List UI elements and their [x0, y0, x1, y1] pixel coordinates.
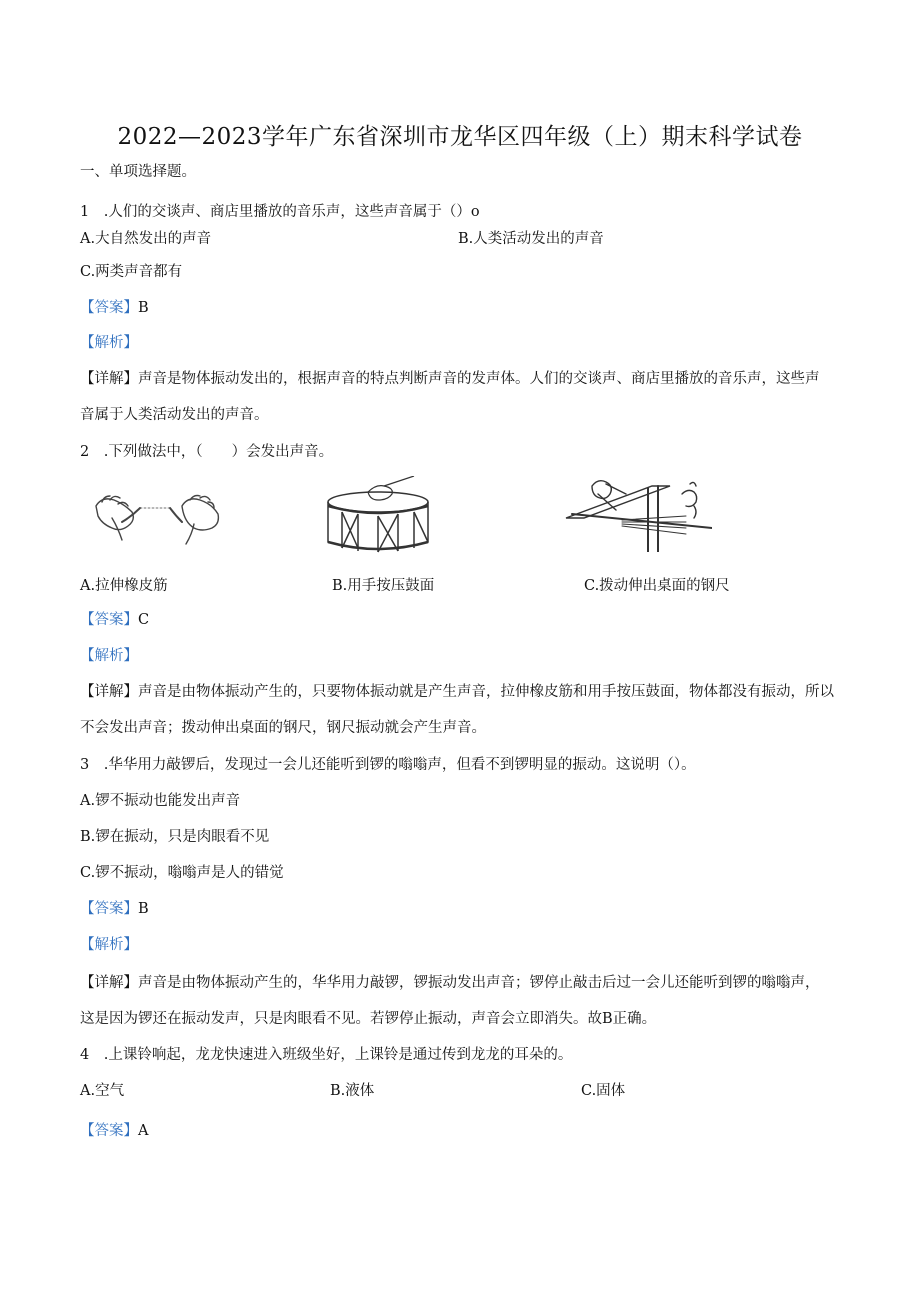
- analysis-tag: 【解析】: [80, 937, 138, 953]
- section-heading: 一、单项选择题。: [80, 164, 196, 180]
- question-2-option-b: B.用手按压鼓面: [332, 578, 435, 594]
- answer-tag: 【答案】: [80, 300, 138, 316]
- answer-tag: 【答案】: [80, 1123, 138, 1139]
- detail-text: 声音是由物体振动产生的，华华用力敲锣，锣振动发出声音；锣停止敲击后过一会儿还能听到锣的嗡嗡声，: [138, 975, 820, 991]
- answer-value: B: [138, 901, 149, 917]
- analysis-tag: 【解析】: [80, 335, 138, 351]
- question-3-answer: [80, 899, 149, 919]
- drum-figure: [322, 476, 440, 556]
- question-2-answer: [80, 610, 149, 630]
- question-1-detail-line-1: [80, 369, 820, 389]
- question-3-option-b: B.锣在振动，只是肉眼看不见: [80, 829, 270, 845]
- question-2-stem: 2 .下列做法中，（ ）会发出声音。: [80, 444, 334, 460]
- question-4-stem: 4 .上课铃响起，龙龙快速进入班级坐好，上课铃是通过传到龙龙的耳朵的。: [80, 1047, 573, 1063]
- rubber-band-figure: [90, 488, 230, 550]
- answer-value: C: [138, 612, 150, 628]
- detail-text: 声音是由物体振动产生的，只要物体振动就是产生声音，拉伸橡皮筋和用手按压鼓面，物体都没有振动，所以: [138, 684, 834, 700]
- question-4-answer: [80, 1121, 148, 1141]
- question-1-answer: [80, 298, 149, 318]
- answer-value: A: [138, 1123, 149, 1139]
- detail-tag: 【详解】: [80, 975, 138, 991]
- question-2-analysis: [80, 646, 138, 666]
- question-3-option-a: A.锣不振动也能发出声音: [80, 793, 241, 809]
- question-2-detail-line-2: 不会发出声音；拨动伸出桌面的钢尺，钢尺振动就会产生声音。: [80, 720, 486, 736]
- detail-tag: 【详解】: [80, 371, 138, 387]
- question-3-detail-line-2: 这是因为锣还在振动发声，只是肉眼看不见。若锣停止振动，声音会立即消失。故B正确。: [80, 1011, 657, 1027]
- answer-value: B: [138, 300, 149, 316]
- question-4-option-b: B.液体: [330, 1083, 375, 1099]
- ruler-figure: [562, 476, 712, 552]
- question-1-analysis: [80, 333, 138, 353]
- answer-tag: 【答案】: [80, 612, 138, 628]
- question-2-option-c: C.拨动伸出桌面的钢尺: [584, 578, 730, 594]
- question-4-option-a: A.空气: [80, 1083, 125, 1099]
- analysis-tag: 【解析】: [80, 648, 138, 664]
- question-1-detail-line-2: 音属于人类活动发出的声音。: [80, 407, 269, 423]
- question-1-option-b: B.人类活动发出的声音: [458, 231, 604, 247]
- answer-tag: 【答案】: [80, 901, 138, 917]
- question-2-detail-line-1: [80, 682, 834, 702]
- page-title: 2022—2023学年广东省深圳市龙华区四年级（上）期末科学试卷: [117, 124, 803, 150]
- question-3-detail-line-1: [80, 973, 820, 993]
- detail-tag: 【详解】: [80, 684, 138, 700]
- question-1-stem: 1 .人们的交谈声、商店里播放的音乐声，这些声音属于（）o: [80, 204, 480, 220]
- question-1-option-c: C.两类声音都有: [80, 264, 183, 280]
- question-1-option-a: A.大自然发出的声音: [80, 231, 212, 247]
- question-3-option-c: C.锣不振动，嗡嗡声是人的错觉: [80, 865, 284, 881]
- question-2-option-a: A.拉伸橡皮筋: [80, 578, 168, 594]
- question-4-option-c: C.固体: [581, 1083, 626, 1099]
- question-3-analysis: [80, 935, 138, 955]
- question-3-stem: 3 .华华用力敲锣后，发现过一会儿还能听到锣的嗡嗡声，但看不到锣明显的振动。这说明（）。: [80, 757, 696, 773]
- detail-text: 声音是物体振动发出的，根据声音的特点判断声音的发声体。人们的交谈声、商店里播放的音乐声，这些声: [138, 371, 820, 387]
